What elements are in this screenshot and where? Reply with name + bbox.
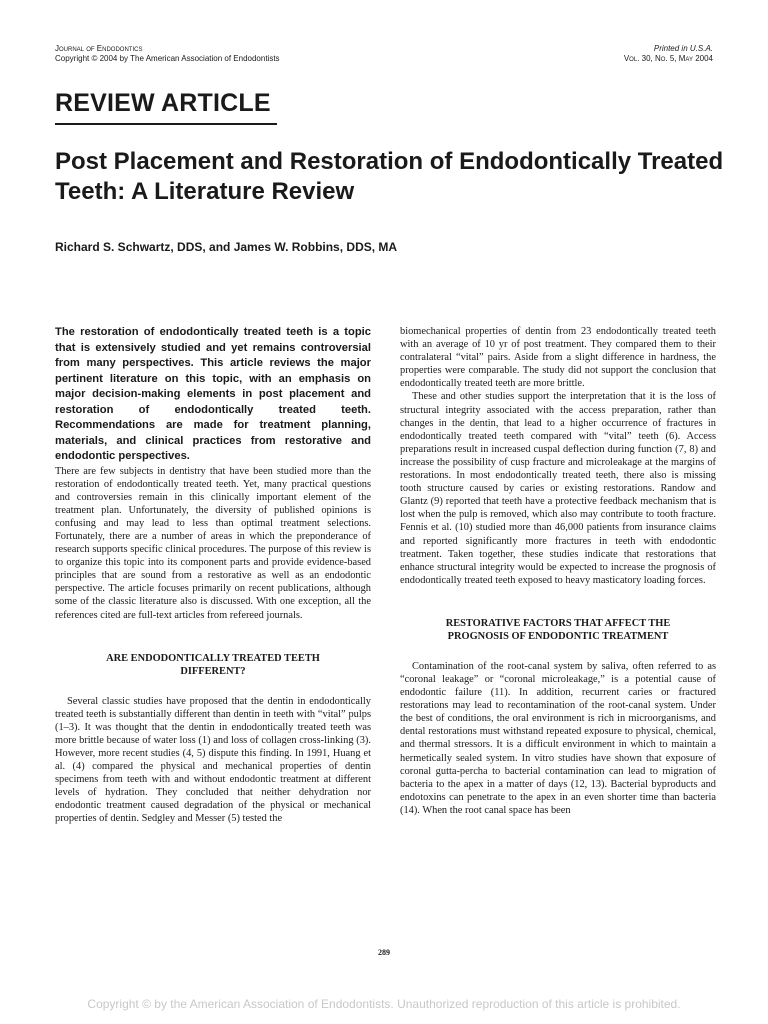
running-header-left (55, 44, 280, 64)
body-paragraph-4: Contamination of the root-canal system by saliva, often referred to as “coronal leakage” or “coronal microleakage,” is a potential cause of endodontic failure (11). In addition, recurrent caries or fractured restorations may lead to recontamination of the root-canal system. Under the best of conditions, the oral environment is rich in microorganisms, and dental restorations must withstand repeated exposure to physical, chemical, and thermal stressors. It is a difficult environment in which to maintain a hermetically sealed system. In vitro studies have shown that exposure of coronal gutta-percha to bacterial contamination can lead to migration of bacteria to the apex in a matter of days (12, 13). Bacterial byproducts and endotoxins can penetrate to the apex in an even shorter time than bacteria (14). When the root canal space has been (400, 660, 716, 816)
left-column (55, 325, 371, 826)
right-column (400, 325, 716, 817)
running-header-right (624, 44, 713, 64)
volume-issue: Vol. 30, No. 5, May 2004 (623, 54, 713, 63)
copyright-line: Copyright © 2004 by The American Association of Endodontists (55, 54, 280, 63)
article-title: Post Placement and Restoration of Endodontically Treated Teeth: A Literature Review (55, 148, 724, 205)
printed-location: Printed in U.S.A. (653, 44, 713, 53)
section-heading-1: ARE ENDODONTICALLY TREATED TEETH DIFFERENT? (106, 652, 320, 677)
article-authors: Richard S. Schwartz, DDS, and James W. Robbins, DDS, MA (55, 240, 398, 254)
section-heading-2: RESTORATIVE FACTORS THAT AFFECT THE PROGNOSIS OF ENDODONTIC TREATMENT (445, 617, 671, 642)
section-rule (55, 123, 277, 125)
journal-name: Journal of Endodontics (55, 44, 143, 53)
section-label: REVIEW ARTICLE (55, 89, 271, 117)
abstract: The restoration of endodontically treated teeth is a topic that is extensively studied and yet remains controversial from many perspectives. This article reviews the major pertinent literature on this topic, with an emphasis on major decision-making elements in post placement and restoration of endodontically treated teeth. Recommendations are made for treatment planning, materials, and clinical practices from restorative and endodontic perspectives. (55, 326, 371, 462)
body-paragraph-3: These and other studies support the interpretation that it is the loss of structural integrity associated with the access preparation, rather than changes in the dentin, that lead to a higher occurrence of fractures in endodontically treated teeth compared with “vital” teeth (6). Access preparations result in increased cuspal deflection during function (7, 8) and increase the possibility of cusp fracture and microleakage at the margins of restorations. In most endodontically treated teeth, there also is missing tooth structure caused by caries or existing restorations. Randow and Glantz (9) reported that teeth have a protective feedback mechanism that is lost when the pulp is removed, which also may contribute to tooth fracture. Fennis et al. (10) studied more than 46,000 patients from insurance claims and reported significantly more fractures in teeth with endodontic treatment. Taken together, these studies indicate that restorations that enhance structural integrity would be expected to increase the prognosis of endodontically treated teeth exposed to heavy masticatory loading forces. (400, 391, 716, 586)
page-number: 289 (378, 948, 390, 957)
body-paragraph-1: Several classic studies have proposed that the dentin in endodontically treated teeth is substantially different than dentin in teeth with “vital” pulps (1–3). It was thought that the dentin in endodontically treated teeth was more brittle because of water loss (1) and loss of collagen cross-linking (3). However, more recent studies (4, 5) dispute this finding. In 1991, Huang et al. (4) compared the physical and mechanical properties of dentin specimens from teeth with and without endodontic treatment at different levels of hydration. They concluded that neither dehydration nor endodontic treatment caused degradation of the physical or mechanical properties of dentin. Sedgley and Messer (5) tested the (55, 695, 371, 825)
copyright-footer: Copyright © by the American Association of Endodontists. Unauthorized reproduction of this article is prohibited. (87, 997, 681, 1011)
body-paragraph-2: biomechanical properties of dentin from 23 endodontically treated teeth with an average of 10 yr of post treatment. They compared them to their contralateral “vital” pairs. Aside from a slight difference in hardness, the properties were comparable. The study did not support the conclusion that endodontically treated teeth are more brittle. (400, 326, 716, 390)
intro-paragraph: There are few subjects in dentistry that have been studied more than the restoration of endodontically treated teeth. Yet, many practical questions and controversies remain in this clinically important element of the treatment plan. Unfortunately, the diversity of published opinions is confusing and may lead to less than optimal treatment selections. Fortunately, there are a number of areas in which the preponderance of research supports specific clinical procedures. The purpose of this review is to organize this topic into its component parts and provide evidence-based principles that are sound from a restorative as well as an endodontic perspective. The article focuses primarily on recent publications, although some of the classic literature also is discussed. With one exception, all the references cited are full-text articles from refereed journals. (55, 465, 371, 621)
